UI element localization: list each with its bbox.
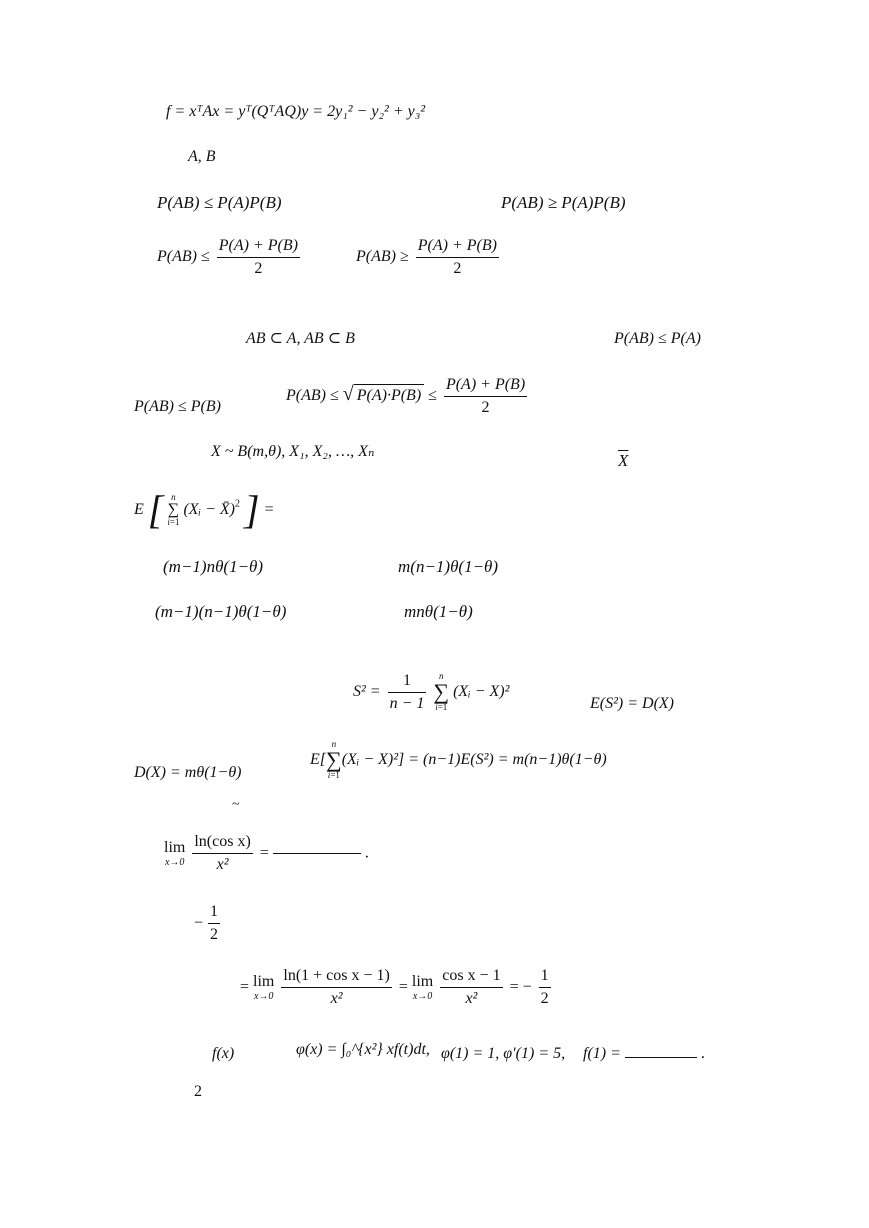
events-label: A, B bbox=[188, 148, 216, 165]
expectation-sum-question: E [ n ∑ i=1 (Xᵢ − X̄)$^2$ ] = bbox=[134, 487, 275, 532]
f1-left: f(1) = bbox=[583, 1045, 621, 1062]
option-a-inequality: P(AB) ≤ P(A)P(B) bbox=[157, 193, 282, 212]
sqrt-symbol: √ bbox=[342, 383, 354, 406]
am-gm-fraction bbox=[444, 377, 527, 416]
sol-numerator-1: ln(1 + cos x − 1) bbox=[281, 968, 391, 988]
sol-denominator-1: x² bbox=[330, 990, 343, 1007]
option-c-denominator: 2 bbox=[254, 260, 263, 277]
binomial-variance: D(X) = mθ(1−θ) bbox=[134, 764, 242, 781]
answer-minus: − bbox=[194, 914, 204, 932]
sol-fraction-1 bbox=[281, 968, 391, 1007]
limit-period: . bbox=[364, 844, 369, 862]
limit-denominator: x² bbox=[216, 856, 229, 873]
s2-right: (Xᵢ − X)² bbox=[453, 683, 510, 700]
expectation-equals: = bbox=[263, 501, 275, 518]
left-bracket: [ bbox=[147, 487, 164, 532]
am-gm-denominator: 2 bbox=[481, 399, 490, 416]
option-d-numerator: P(A) + P(B) bbox=[416, 238, 499, 258]
tilde-mark: ~ bbox=[232, 797, 240, 812]
function-fx: f(x) bbox=[212, 1045, 235, 1062]
limit-operator: lim x→0 bbox=[164, 838, 186, 868]
sol-fraction-3 bbox=[539, 968, 551, 1007]
pab-le-pb: P(AB) ≤ P(B) bbox=[134, 398, 221, 415]
s2-numerator: 1 bbox=[388, 673, 427, 693]
answer-fraction bbox=[208, 904, 220, 943]
s2-sum-symbol: n ∑ i=1 bbox=[433, 671, 450, 712]
am-gm-le: ≤ bbox=[428, 387, 437, 405]
sol-numerator-3: 1 bbox=[539, 968, 551, 988]
unbiased-variance: E(S²) = D(X) bbox=[590, 695, 675, 712]
limit-solution bbox=[240, 968, 554, 1007]
am-gm-numerator: P(A) + P(B) bbox=[444, 377, 527, 397]
sol-limit-2: lim x→0 bbox=[411, 972, 434, 1002]
quadratic-form-equation: f = xᵀAx = yᵀ(QᵀAQ)y = 2y₁² − y₂² + y₃² bbox=[166, 103, 426, 120]
phi-conditions: φ(1) = 1, φ′(1) = 5, bbox=[441, 1045, 566, 1062]
option-d-denominator: 2 bbox=[453, 260, 462, 277]
sample-mean-symbol: $\overline{X}$ bbox=[618, 451, 629, 470]
option-c-fraction bbox=[217, 238, 300, 277]
expectation-derivation bbox=[310, 740, 607, 780]
f1-period: . bbox=[700, 1045, 705, 1062]
option-b-inequality: P(AB) ≥ P(A)P(B) bbox=[501, 193, 626, 212]
sqrt-radicand: P(A)·P(B) bbox=[354, 384, 424, 404]
option-c-left: P(AB) ≤ bbox=[157, 248, 210, 266]
limit-equals: = bbox=[259, 844, 269, 862]
option-d-inequality bbox=[356, 238, 502, 277]
limit-question bbox=[164, 834, 369, 873]
option-d-left: P(AB) ≥ bbox=[356, 248, 409, 266]
answer-numerator: 1 bbox=[208, 904, 220, 924]
sol-denominator-3: 2 bbox=[540, 990, 549, 1007]
f1-question bbox=[583, 1046, 705, 1062]
pab-le-pa: P(AB) ≤ P(A) bbox=[614, 330, 701, 347]
expectation-E: E bbox=[134, 501, 144, 518]
sum-body: (Xᵢ − X̄) bbox=[183, 501, 235, 518]
sum-symbol: n ∑ i=1 bbox=[167, 492, 180, 527]
subset-relation: AB ⊂ A, AB ⊂ B bbox=[246, 330, 355, 347]
s2-left: S² = bbox=[353, 683, 381, 700]
s2-fraction bbox=[388, 673, 427, 712]
binomial-sample-def: X ~ B(m,θ), X₁, X₂, …, Xₙ bbox=[211, 443, 375, 460]
option-c-inequality bbox=[157, 238, 303, 277]
am-gm-inequality bbox=[286, 377, 530, 416]
limit-fraction bbox=[192, 834, 252, 873]
answer-option-4: mnθ(1−θ) bbox=[404, 602, 473, 621]
answer-blank bbox=[273, 853, 361, 854]
am-gm-left: P(AB) ≤ bbox=[286, 387, 339, 405]
answer-option-3: (m−1)(n−1)θ(1−θ) bbox=[155, 602, 287, 621]
limit-answer bbox=[194, 904, 223, 943]
option-d-fraction bbox=[416, 238, 499, 277]
phi-integral-def: φ(x) = ∫₀^{x²} xf(t)dt, bbox=[296, 1041, 430, 1058]
s2-denominator: n − 1 bbox=[389, 694, 425, 712]
sol-eq1: = bbox=[240, 978, 250, 996]
sample-variance-def bbox=[353, 672, 509, 712]
esum-right: (Xᵢ − X)²] = (n−1)E(S²) = m(n−1)θ(1−θ) bbox=[341, 751, 607, 768]
answer-option-1: (m−1)nθ(1−θ) bbox=[163, 557, 264, 576]
sol-fraction-2 bbox=[440, 968, 502, 1007]
esum-left: E[ bbox=[310, 751, 326, 768]
esum-sum-symbol: n ∑ i=1 bbox=[326, 739, 342, 780]
sol-eq3: = − bbox=[509, 978, 532, 996]
sol-limit-1: lim x→0 bbox=[253, 972, 275, 1002]
final-answer: 2 bbox=[194, 1083, 202, 1100]
answer-denominator: 2 bbox=[210, 926, 219, 943]
option-c-numerator: P(A) + P(B) bbox=[217, 238, 300, 258]
f1-answer-blank bbox=[625, 1057, 697, 1058]
sol-eq2: = bbox=[398, 978, 408, 996]
limit-numerator: ln(cos x) bbox=[192, 834, 252, 854]
right-bracket: ] bbox=[243, 487, 260, 532]
answer-option-2: m(n−1)θ(1−θ) bbox=[398, 557, 499, 576]
sol-denominator-2: x² bbox=[465, 990, 478, 1007]
sol-numerator-2: cos x − 1 bbox=[440, 968, 502, 988]
